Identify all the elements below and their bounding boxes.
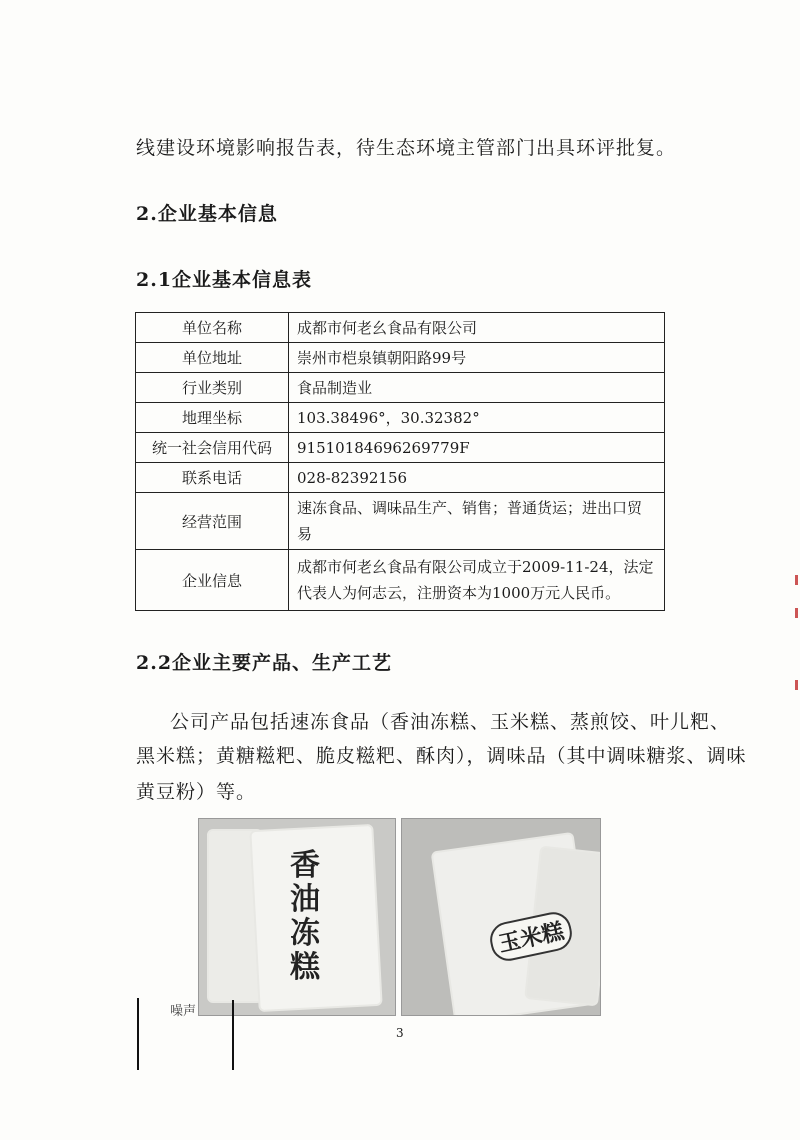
intro-text: 线建设环境影响报告表，待生态环境主管部门出具环评批复。 [136, 137, 677, 159]
table-row [136, 493, 665, 550]
section-2-heading: 2.企业基本信息 [136, 203, 278, 225]
photo-right-package-label: 玉米糕 [487, 909, 575, 964]
table-row [136, 550, 665, 611]
row-value-coordinates: 103.38496°，30.32382° [289, 403, 665, 433]
product-photo-left [198, 818, 396, 1016]
row-label-business-scope: 经营范围 [136, 493, 289, 550]
table-row [136, 373, 665, 403]
edge-scan-mark [795, 608, 798, 618]
row-value-address: 崇州市桤泉镇朝阳路99号 [289, 343, 665, 373]
table-row [136, 343, 665, 373]
row-label-address: 单位地址 [136, 343, 289, 373]
row-value-business-scope [289, 493, 665, 550]
row-label-industry: 行业类别 [136, 373, 289, 403]
row-label-phone: 联系电话 [136, 463, 289, 493]
row-value-credit-code: 91510184696269779F [289, 433, 665, 463]
company-info-line-2: 代表人为何志云，注册资本为1000万元人民币。 [297, 584, 621, 602]
table-row [136, 313, 665, 343]
row-label-company-info: 企业信息 [136, 550, 289, 611]
business-scope-line-2: 易 [297, 525, 313, 543]
table-row [136, 433, 665, 463]
row-value-company-name: 成都市何老幺食品有限公司 [289, 313, 665, 343]
row-label-company-name: 单位名称 [136, 313, 289, 343]
company-info-table [135, 312, 665, 611]
row-value-company-info [289, 550, 665, 611]
company-info-line-1: 成都市何老幺食品有限公司成立于2009-11-24，法定 [297, 558, 654, 576]
page-number: 3 [396, 1026, 404, 1040]
row-label-credit-code: 统一社会信用代码 [136, 433, 289, 463]
business-scope-line-1: 速冻食品、调味品生产、销售；普通货运；进出口贸 [297, 499, 643, 517]
left-vertical-rule [137, 998, 139, 1070]
photo-left-package-label: 香油冻糕 [290, 848, 320, 985]
products-line-1: 公司产品包括速冻食品（香油冻糕、玉米糕、蒸煎饺、叶儿粑、 [170, 711, 731, 733]
center-vertical-rule [232, 1000, 234, 1070]
edge-scan-mark [795, 680, 798, 690]
row-value-phone: 028-82392156 [289, 463, 665, 493]
row-label-coordinates: 地理坐标 [136, 403, 289, 433]
products-line-2: 黑米糕；黄糖糍粑、脆皮糍粑、酥肉），调味品（其中调味糖浆、调味 [136, 745, 747, 767]
table-row [136, 403, 665, 433]
edge-scan-mark [795, 575, 798, 585]
products-line-3: 黄豆粉）等。 [136, 781, 257, 803]
table-row [136, 463, 665, 493]
section-2-1-heading: 2.1企业基本信息表 [136, 269, 313, 291]
product-photo-right [401, 818, 601, 1016]
photo-caption-fragment: 噪声 [170, 1004, 197, 1019]
row-value-industry: 食品制造业 [289, 373, 665, 403]
section-2-2-heading: 2.2企业主要产品、生产工艺 [136, 652, 393, 674]
